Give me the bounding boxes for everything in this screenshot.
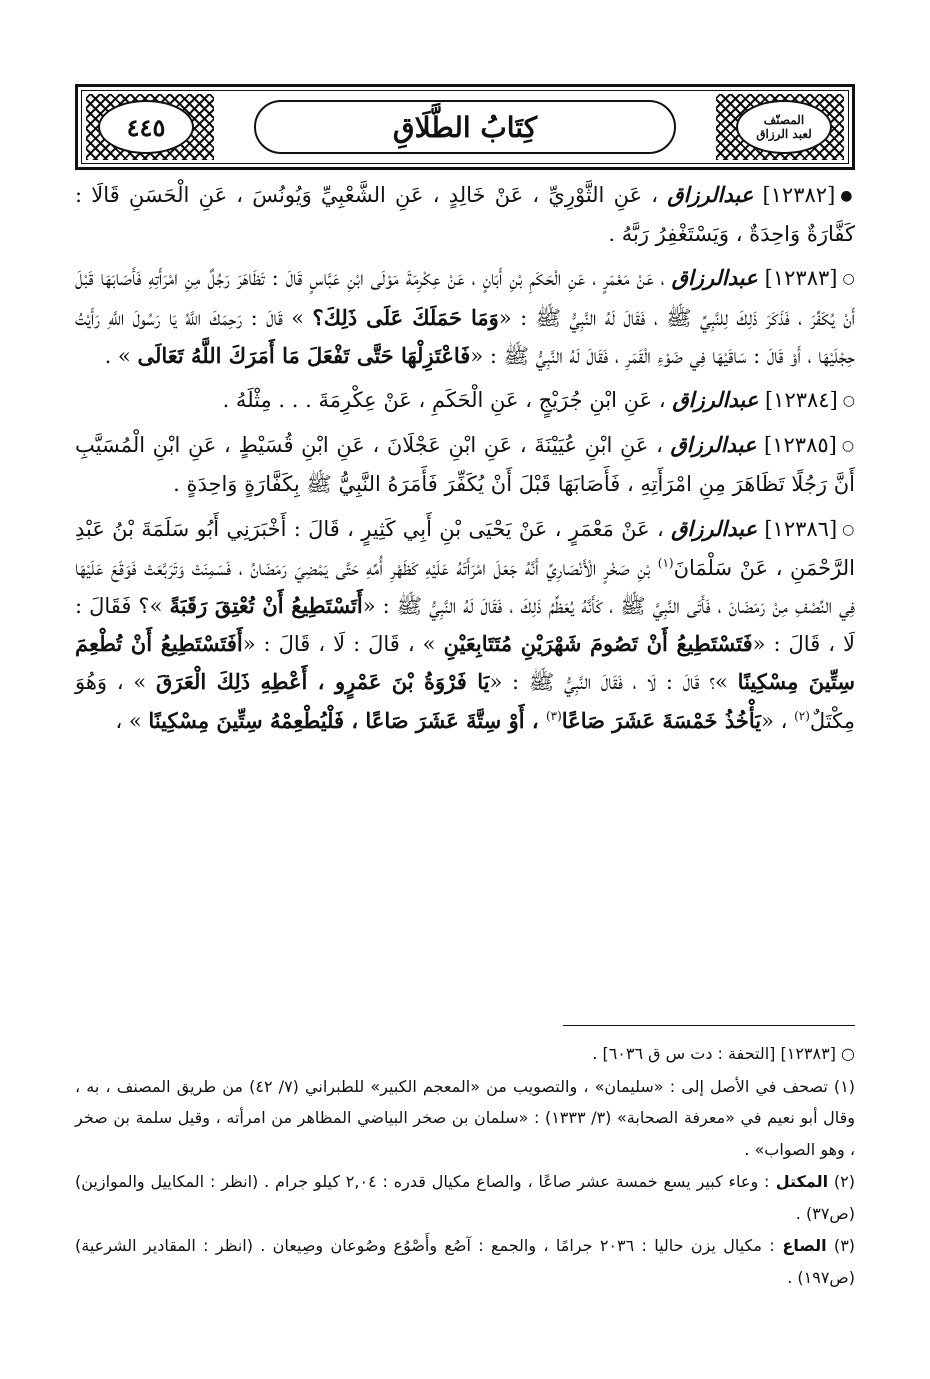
hadith-entry [75,381,855,420]
prophetic-speech: أَفَتَسْتَطِيعُ أَنْ تُطْعِمَ سِتِّينَ مِسْكِينًا [75,631,855,695]
narrator-name: عبدالرزاق [667,182,754,207]
footnote-number: (٢) [828,1172,855,1191]
hadith-text: بْنِ صَخْرٍ الْأَنْصَارِيِّ أَنَّهُ جَعَلَ امْرَأَتَهُ عَلَيْهِ كَظَهْرِ أُمِّهِ حَتَّى يَمْضِيَ رَمَضَانُ ، فَسَمِنَتْ وَتَرَبَّعَتْ فَوَقَعَ عَلَيْهَا فِي النِّصْفِ مِنْ رَمَضَانَ ، فَأَتَى النَّبِيَّ ﷺ ، كَأَنَّهُ يُعَظِّمُ ذَلِكَ ، فَقَالَ لَهُ النَّبِيُّ ﷺ : « [75,555,856,619]
footnote-reference: (٣) [545,708,562,723]
page-header [75,84,855,170]
hadith-text: ، عَنْ مَعْمَرٍ ، عَنْ يَحْيَى بْنِ أَبِي كَثِيرٍ ، قَالَ : أَخْبَرَنِي أَبُو سَلَمَةَ بْنُ عَبْدِ الرَّحْمَنِ ، عَنْ سَلْمَانَ [75,516,855,580]
hadith-marker-icon: ○ [842,521,855,538]
footnote-item [75,1071,855,1166]
hadith-text: »؟ فَقَالَ : لَا ، قَالَ : « [75,594,855,657]
hadith-number: [١٢٣٨٢] [753,183,836,207]
hadith-text: » ، وَهُوَ مِكْتَلٌ [75,670,855,733]
hadith-text: »؟ قَالَ : لَا ، فَقَالَ النَّبِيُّ ﷺ : « [489,670,738,695]
narrator-name: عبدالرزاق [671,515,758,541]
seal-line-2: لعبد الرزاق [756,127,812,141]
chapter-title: كِتَابُ الطَّلَاقِ [392,110,538,144]
footnote-reference: (٢) [794,708,810,723]
hadith-text: ، عَنْ مَعْمَرٍ ، عَنِ الْحَكَمِ بْنِ أَبَانٍ ، عَنْ عِكْرِمَةَ مَوْلَى ابْنِ عَبَّاسٍ قَالَ : تَظَاهَرَ رَجُلٌ مِنِ امْرَأَتِهِ فَأَصَابَهَا قَبْلَ أَنْ يُكَفِّرَ ، فَذَكَرَ ذَلِكَ لِلنَّبِيِّ ﷺ ، فَقَالَ لَهُ النَّبِيُّ ﷺ : « [75,266,856,330]
footnote-list [75,1071,855,1294]
prophetic-speech: وَمَا حَمَلَكَ عَلَى ذَلِكَ؟ [312,304,499,330]
prophetic-speech: يَأْخُذُ خَمْسَةَ عَشَرَ صَاعًا [561,707,762,733]
hadith-text: » ، [115,708,149,733]
footnote-text: : مكيال يزن حاليا : ٢٠٣٦ جرامًا ، والجمع : آصُع وأَصْوُع وصُوعان وصِيعان . (انظر : المقادير الشرعية) (ص١٩٧) . [75,1236,855,1287]
footnote-keyword: المكتل [769,1172,829,1191]
hadith-marker-icon: ○ [842,271,856,288]
hadith-number: [١٢٣٨٣] [757,266,838,291]
hadith-text: » ، قَالَ : لَا ، قَالَ : « [242,632,444,657]
hadith-text: ، « [761,708,795,733]
hadith-text: ، عَنِ الثَّوْرِيِّ ، عَنْ خَالِدٍ ، عَنِ الشَّعْبِيِّ وَيُونُسَ ، عَنِ الْحَسَنِ قَالَا : كَفَّارَةٌ وَاحِدَةٌ ، وَيَسْتَغْفِرُ رَبَّهُ . [75,183,855,247]
hadith-entry [75,176,855,253]
prophetic-speech: يَا فَرْوَةُ بْنَ عَمْرٍو ، أَعْطِهِ ذَلِكَ الْعَرَقَ [156,669,490,695]
narrator-name: عبدالرزاق [671,265,758,291]
hadith-number: [١٢٣٨٤] [758,388,838,413]
page-number-frame [98,100,194,154]
narrator-name: عبدالرزاق [670,432,757,458]
hadith-marker-icon: ○ [841,438,856,455]
prophetic-speech: أَتَسْتَطِيعُ أَنْ تُعْتِقَ رَقَبَةً [169,593,363,619]
prophetic-speech: فَاعْتَزِلْهَا حَتَّى تَفْعَلَ مَا أَمَرَكَ اللَّهُ تَعَالَى [137,342,471,368]
hadith-text: ، عَنِ ابْنِ عُيَيْنَةَ ، عَنِ ابْنِ عَجْلَانَ ، عَنِ ابْنِ قُسَيْطٍ ، عَنِ ابْنِ الْمُسَيَّبِ أَنَّ رَجُلًا تَظَاهَرَ مِنِ امْرَأَتِهِ ، فَأَصَابَهَا قَبْلَ أَنْ يُكَفِّرَ فَأَمَرَهُ النَّبِيُّ ﷺ بِكَفَّارَةٍ وَاحِدَةٍ . [75,433,855,497]
hadith-entry [75,259,855,375]
hadith-number: [١٢٣٨٦] [757,516,838,541]
footnote-number: (١) [827,1076,856,1096]
prophetic-speech: ، أَوْ سِتَّةَ عَشَرَ صَاعًا ، فَلْيُطْعِمْهُ سِتِّينَ مِسْكِينًا [148,707,546,733]
hadith-text: » قَالَ : رَحِمَكَ اللَّهُ يَا رَسُولَ اللَّهِ رَأَيْتُ حِجْلَيْهَا ، أَوْ قَالَ : سَاقَيْهَا فِي ضَوْءِ الْقَمَرِ ، فَقَالَ لَهُ النَّبِيُّ ﷺ : « [75,305,855,368]
footnote-text: : وعاء كبير يسع خمسة عشر صاعًا ، والصاع مكيال قدره : ٢,٠٤ كيلو جرام . (انظر : المكاييل والموازين) (ص٣٧) . [75,1172,855,1223]
book-seal-logo [736,100,832,154]
footnote-keyword: الصاع [774,1236,827,1255]
seal-line-1: المصنّف [763,113,805,127]
footnote-item [75,1166,855,1229]
page-number: ٤٤٥ [126,112,166,142]
footnote-divider [563,1025,855,1026]
footnote-reference: (١) [657,555,674,570]
prophetic-speech: فَتَسْتَطِيعُ أَنْ تَصُومَ شَهْرَيْنِ مُتَتَابِعَيْنِ [443,631,753,657]
takhrij-note: ○ [١٢٣٨٣] [التحفة : دت س ق ٦٠٣٦] . [592,1044,855,1063]
hadith-text: » . [104,343,138,368]
hadith-entry [75,426,855,503]
footnote-item [75,1230,855,1293]
hadith-marker-icon: ● [840,188,855,204]
hadith-marker-icon: ○ [842,393,855,410]
footnotes [75,1038,855,1294]
hadith-list [75,176,855,746]
hadith-entry [75,510,855,740]
hadith-number: [١٢٣٨٥] [756,433,837,458]
footnote-number: (٣) [826,1236,856,1255]
hadith-text: ، عَنِ ابْنِ جُرَيْجٍ ، عَنِ الْحَكَمِ ، عَنْ عِكْرِمَةَ . . . مِثْلَهُ . [222,388,673,413]
chapter-title-frame [254,100,676,154]
narrator-name: عبدالرزاق [672,387,759,413]
footnote-text: تصحف في الأصل إلى : «سليمان» ، والتصويب من «المعجم الكبير» للطبراني (٧/ ٤٢) من طريق المصنف ، به ، وقال أبو نعيم في «معرفة الصحابة» (٣/ ١٣٣٣) : «سلمان بن صخر البياضي المظاهر من امرأته ، وقيل سلمة بن صخر ، وهو الصواب» . [75,1076,856,1159]
